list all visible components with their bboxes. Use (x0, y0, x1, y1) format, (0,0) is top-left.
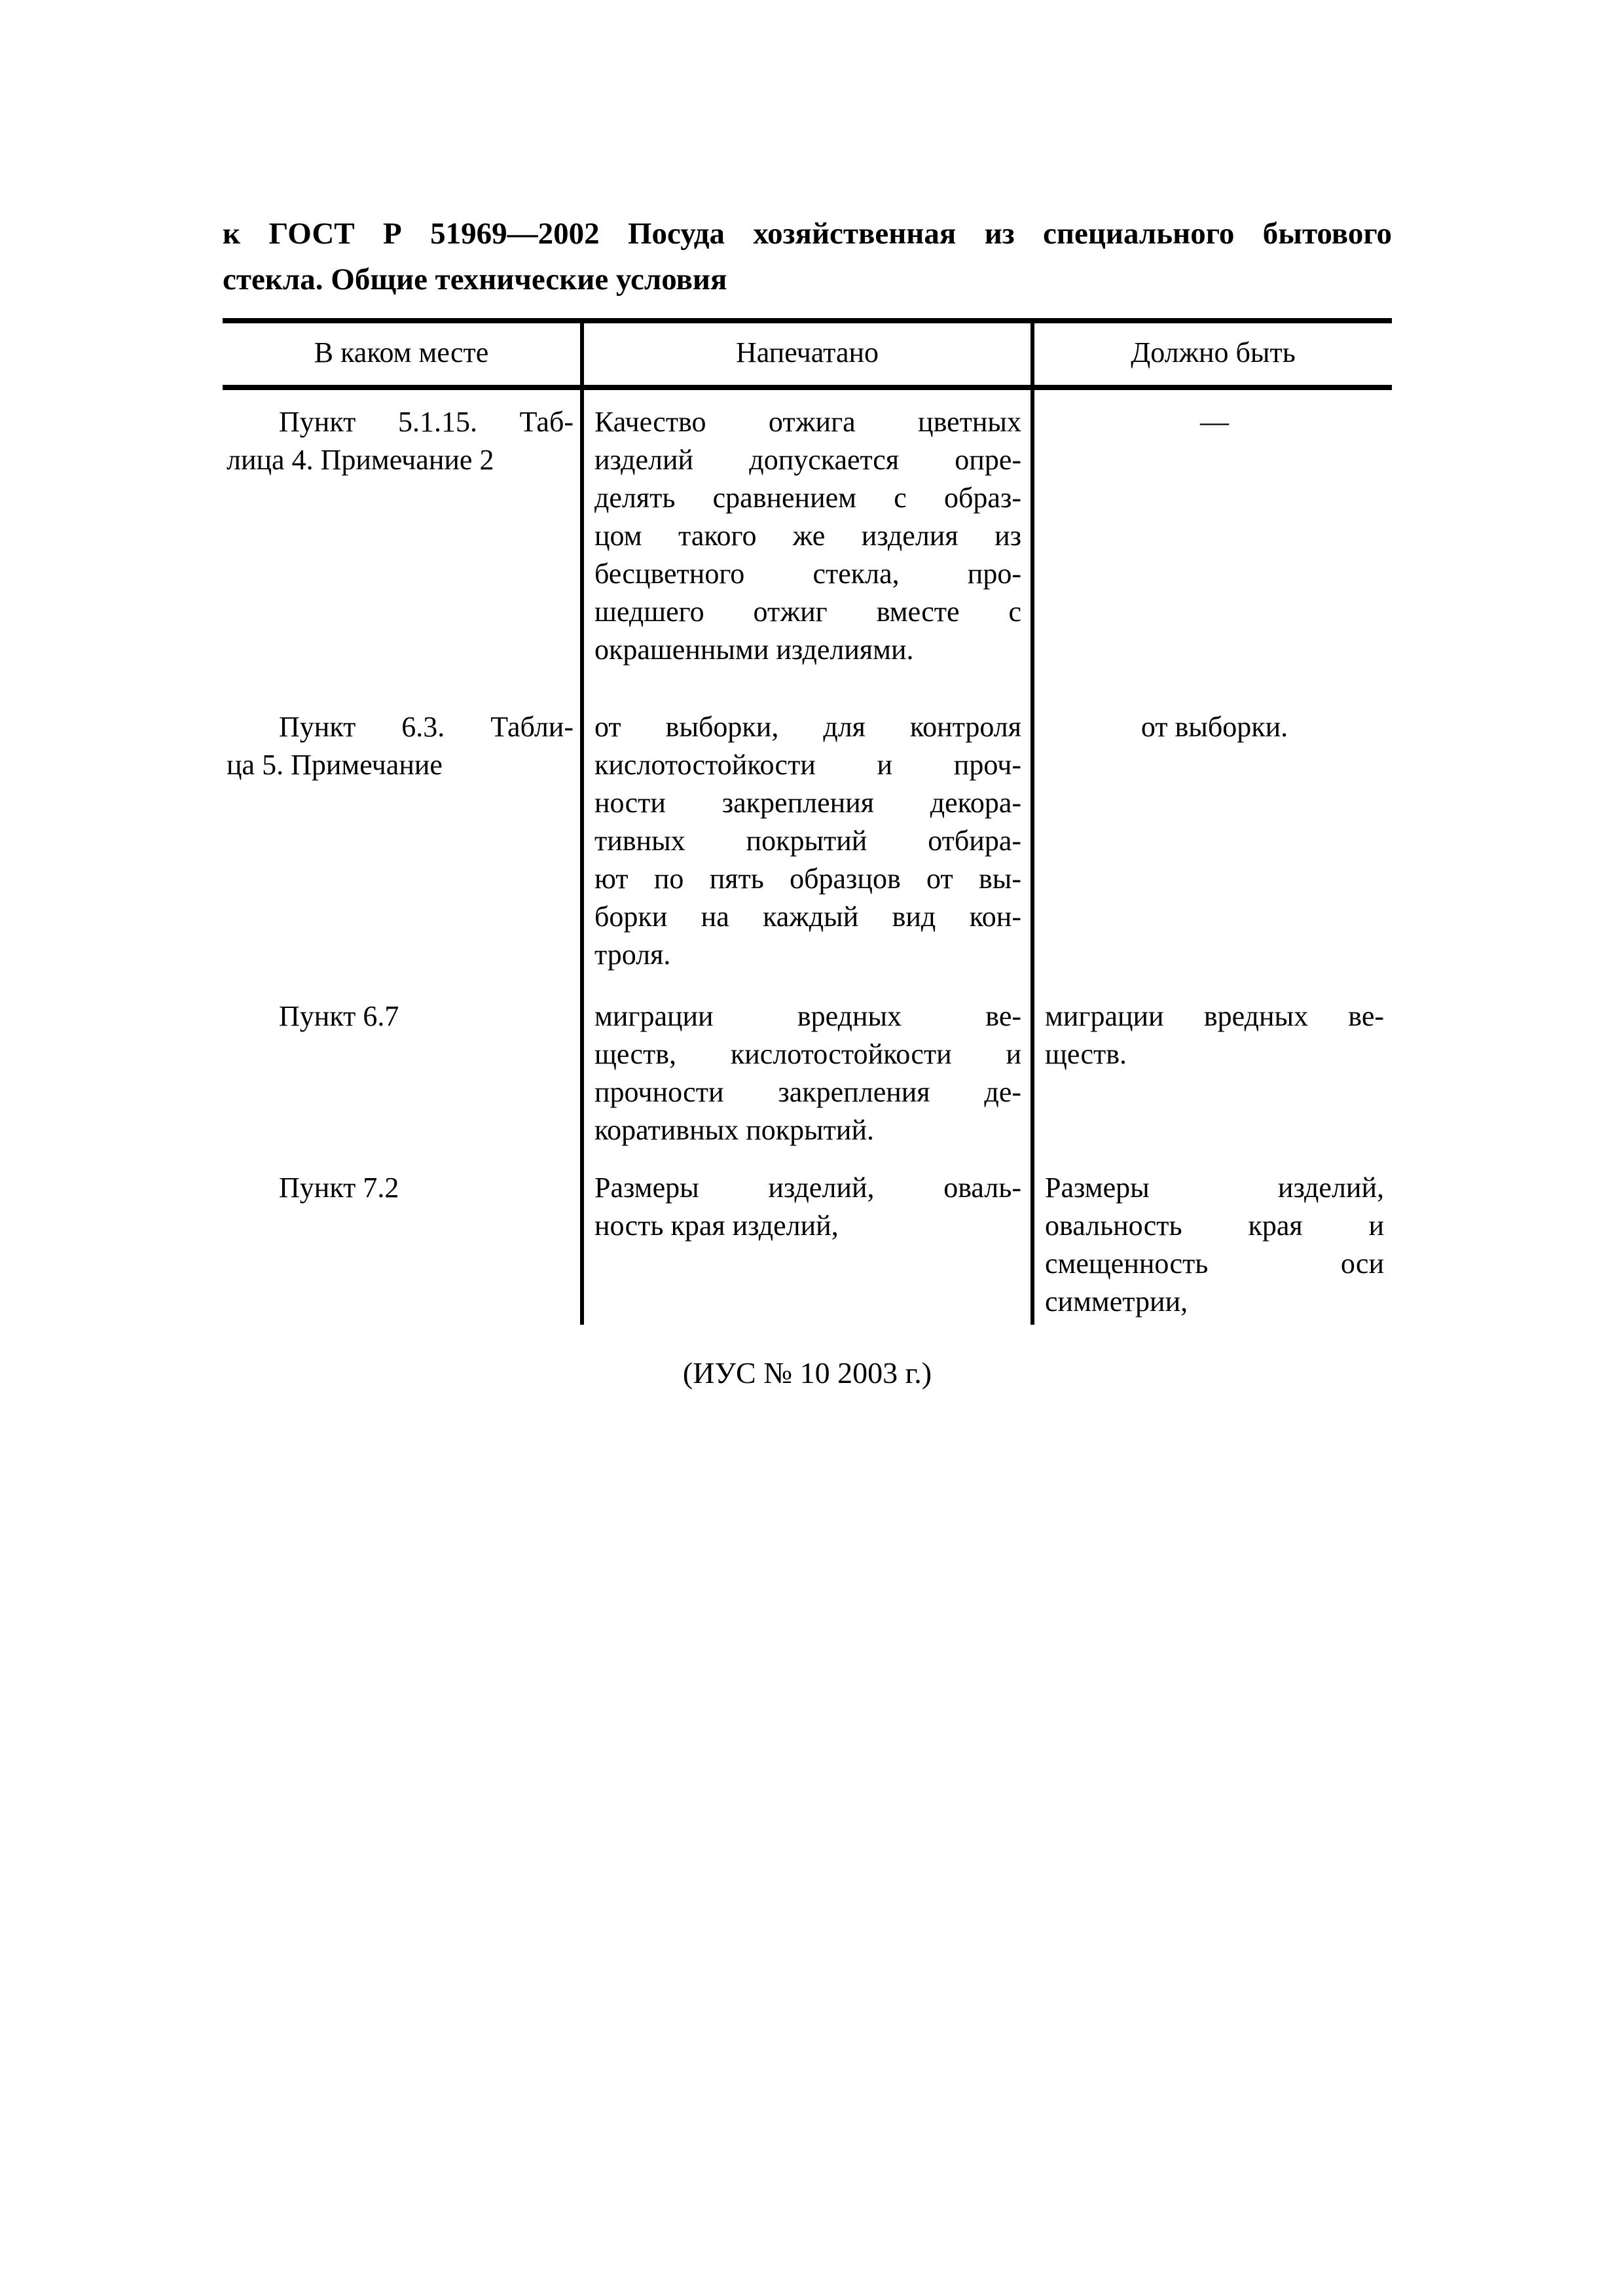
table-row (223, 984, 1392, 1156)
table-header-row (223, 323, 1392, 390)
table-row (223, 1156, 1392, 1325)
table-row (223, 695, 1392, 984)
cell-should-be: — (1200, 406, 1229, 438)
cell-printed: от выборки, для контроля кислотостойкости и проч- ности закрепления декора- тивных покрытий отбира- ют по пять образцов от вы- борки на каждый вид кон- троля. (584, 695, 1034, 984)
cell-should-be: от выборки. (1140, 711, 1288, 743)
document-page (223, 211, 1392, 1393)
cell-printed: Качество отжига цветных изделий допускается опре- делять сравнением с образ- цом такого же изделия из бесцветного стекла, про- шедшего отжиг вместе с окрашенными изделиями. (584, 390, 1034, 695)
ius-source-note: (ИУС № 10 2003 г.) (682, 1356, 932, 1390)
table-row (223, 390, 1392, 695)
cell-should-be: Размеры изделий, овальность края и смещенность оси симметрии, (1045, 1172, 1384, 1318)
column-header-printed: Напечатано (584, 323, 1034, 385)
cell-location: Пункт 7.2 (223, 1156, 584, 1325)
cell-location: Пункт 6.3. Табли- ца 5. Примечание (223, 695, 584, 984)
cell-printed: миграции вредных ве- ществ, кислотостойкости и прочности закрепления де- коративных покрытий. (584, 984, 1034, 1156)
cell-printed: Размеры изделий, оваль- ность края изделий, (584, 1156, 1034, 1325)
column-header-should-be: Должно быть (1131, 336, 1296, 368)
cell-location: Пункт 6.7 (223, 984, 584, 1156)
errata-table (223, 318, 1392, 1325)
cell-should-be: миграции вредных ве- ществ. (1045, 1000, 1384, 1070)
column-header-location: В каком месте (223, 323, 584, 385)
table-body (223, 390, 1392, 1325)
cell-location: Пункт 5.1.15. Таб- лица 4. Примечание 2 (223, 390, 584, 695)
document-title: к ГОСТ Р 51969—2002 Посуда хозяйственная из специального бытового стекла. Общие технические условия (223, 217, 1392, 296)
